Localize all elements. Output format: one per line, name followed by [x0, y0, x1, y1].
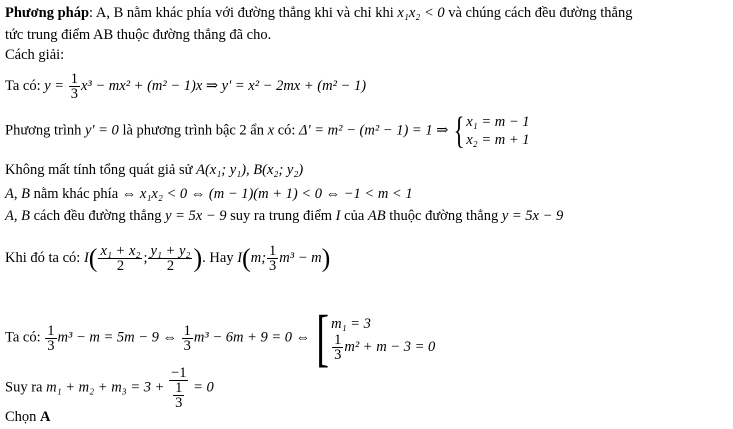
- text-hay: . Hay: [202, 249, 234, 266]
- text: Suy ra: [5, 379, 43, 396]
- method-line-2: tức trung điểm AB thuộc đường thẳng đã cho.: [5, 27, 272, 43]
- point-i: I: [83, 249, 89, 266]
- answer-line: [5, 408, 51, 426]
- text: nằm khác phía: [33, 186, 119, 202]
- fraction-one-third-4: $\frac{1}{3}$: [183, 322, 191, 354]
- text-4: thuộc đường thẳng: [389, 208, 499, 224]
- case-2: m² + m − 3 = 0: [344, 338, 436, 355]
- formula-delta: Δ' = m² − (m² − 1) = 1 ⇒: [299, 122, 449, 139]
- discriminant-line: [5, 112, 530, 150]
- formula-yprime: y' = 0: [84, 122, 119, 139]
- root-1: x₁ = m − 1: [466, 114, 530, 130]
- text: Không mất tính tổng quát giả sử: [5, 162, 193, 178]
- assume-line: [5, 161, 303, 179]
- roots-system: [466, 113, 529, 149]
- fraction-one-third-2: $\frac{1}{3}$: [269, 243, 277, 274]
- cases-system: [331, 315, 435, 362]
- system-brace: {: [453, 110, 465, 152]
- coord-m: m;: [250, 249, 267, 266]
- result: = 0: [193, 379, 214, 396]
- label-ta-co: Ta có:: [5, 329, 41, 346]
- equation-line: [5, 302, 436, 373]
- condition-formula: x₁x₂ < 0: [397, 5, 445, 21]
- root-2: x₂ = m + 1: [466, 132, 530, 148]
- derivative-line: [5, 72, 366, 101]
- formula-inequality: ⇔ x₁x₂ < 0 ⇔ (m − 1)(m + 1) < 0 ⇔ −1 < m < 1: [121, 186, 413, 202]
- text-2: là phương trình bậc 2 ẩn: [122, 122, 264, 139]
- method-text-2: và chúng cách đều đường thẳng: [448, 5, 633, 21]
- segment-ab: AB: [367, 208, 386, 224]
- text: Khi đó ta có:: [5, 249, 81, 266]
- formula-sum: m₁ + m₂ + m₃ = 3 +: [46, 379, 165, 396]
- text-2: suy ra trung điểm: [230, 208, 333, 224]
- ab-label: A, B: [5, 186, 30, 202]
- fraction-one-third-3: $\frac{1}{3}$: [47, 322, 55, 354]
- answer-label: Chọn: [5, 409, 37, 425]
- fraction-one-third: $\frac{1}{3}$: [70, 71, 78, 102]
- formula-y: y =: [44, 77, 68, 94]
- fraction-one-third-5: $\frac{1}{3}$: [334, 331, 342, 363]
- fraction-compound: $\frac{-1}{\frac{1}{3}}$: [171, 365, 187, 411]
- line-equation: y = 5x − 9: [165, 208, 227, 224]
- line-equation-2: y = 5x − 9: [501, 208, 564, 224]
- text: cách đều đường thẳng: [33, 208, 162, 224]
- point-i-2: I: [237, 249, 243, 266]
- text: Phương trình: [5, 122, 82, 139]
- point-i: I: [335, 208, 341, 224]
- formula-derivative: x³ − mx² + (m² − 1)x ⇒ y' = x² − 2mx + (m² − 1): [80, 77, 367, 94]
- var-x: x: [267, 122, 275, 139]
- formula-eq-1: m³ − m = 5m − 9 ⇔: [57, 329, 177, 346]
- sum-line: [5, 366, 214, 410]
- text-3: của: [344, 208, 365, 224]
- case-1: m₁ = 3: [331, 315, 371, 332]
- answer-choice: A: [40, 409, 51, 425]
- coord-expr: m³ − m: [279, 249, 322, 266]
- fraction-y-mid: $\frac{\text{y₁ + y₂}}{2}$: [150, 243, 191, 274]
- label-ta-co: Ta có:: [5, 77, 41, 94]
- fraction-x-mid: $\frac{\text{x₁ + x₂}}{2}$: [100, 243, 141, 274]
- midpoint-line: Khi đó ta có: I( $\frac{\text{x₁ + x₂}}{2}$ ; $\frac{\text{y₁ + y₂}}{2}$ ). Hay I(m; $\frac{1}{3}$ m³ − m): [5, 243, 331, 274]
- method-line: [5, 4, 632, 22]
- method-heading: Phương pháp: [5, 5, 90, 21]
- equidistant-line: [5, 207, 563, 225]
- opposite-side-line: [5, 185, 413, 203]
- method-text: : A, B nằm khác phía với đường thẳng khi và chỉ khi: [89, 5, 394, 21]
- system-brace-2: [: [316, 302, 329, 373]
- formula-eq-2: m³ − 6m + 9 = 0 ⇔: [193, 329, 311, 346]
- text-3: có:: [277, 122, 296, 139]
- solution-heading: Cách giải:: [5, 47, 65, 63]
- ab-label: A, B: [5, 208, 30, 224]
- formula-points: A(x₁; y₁), B(x₂; y₂): [196, 162, 304, 178]
